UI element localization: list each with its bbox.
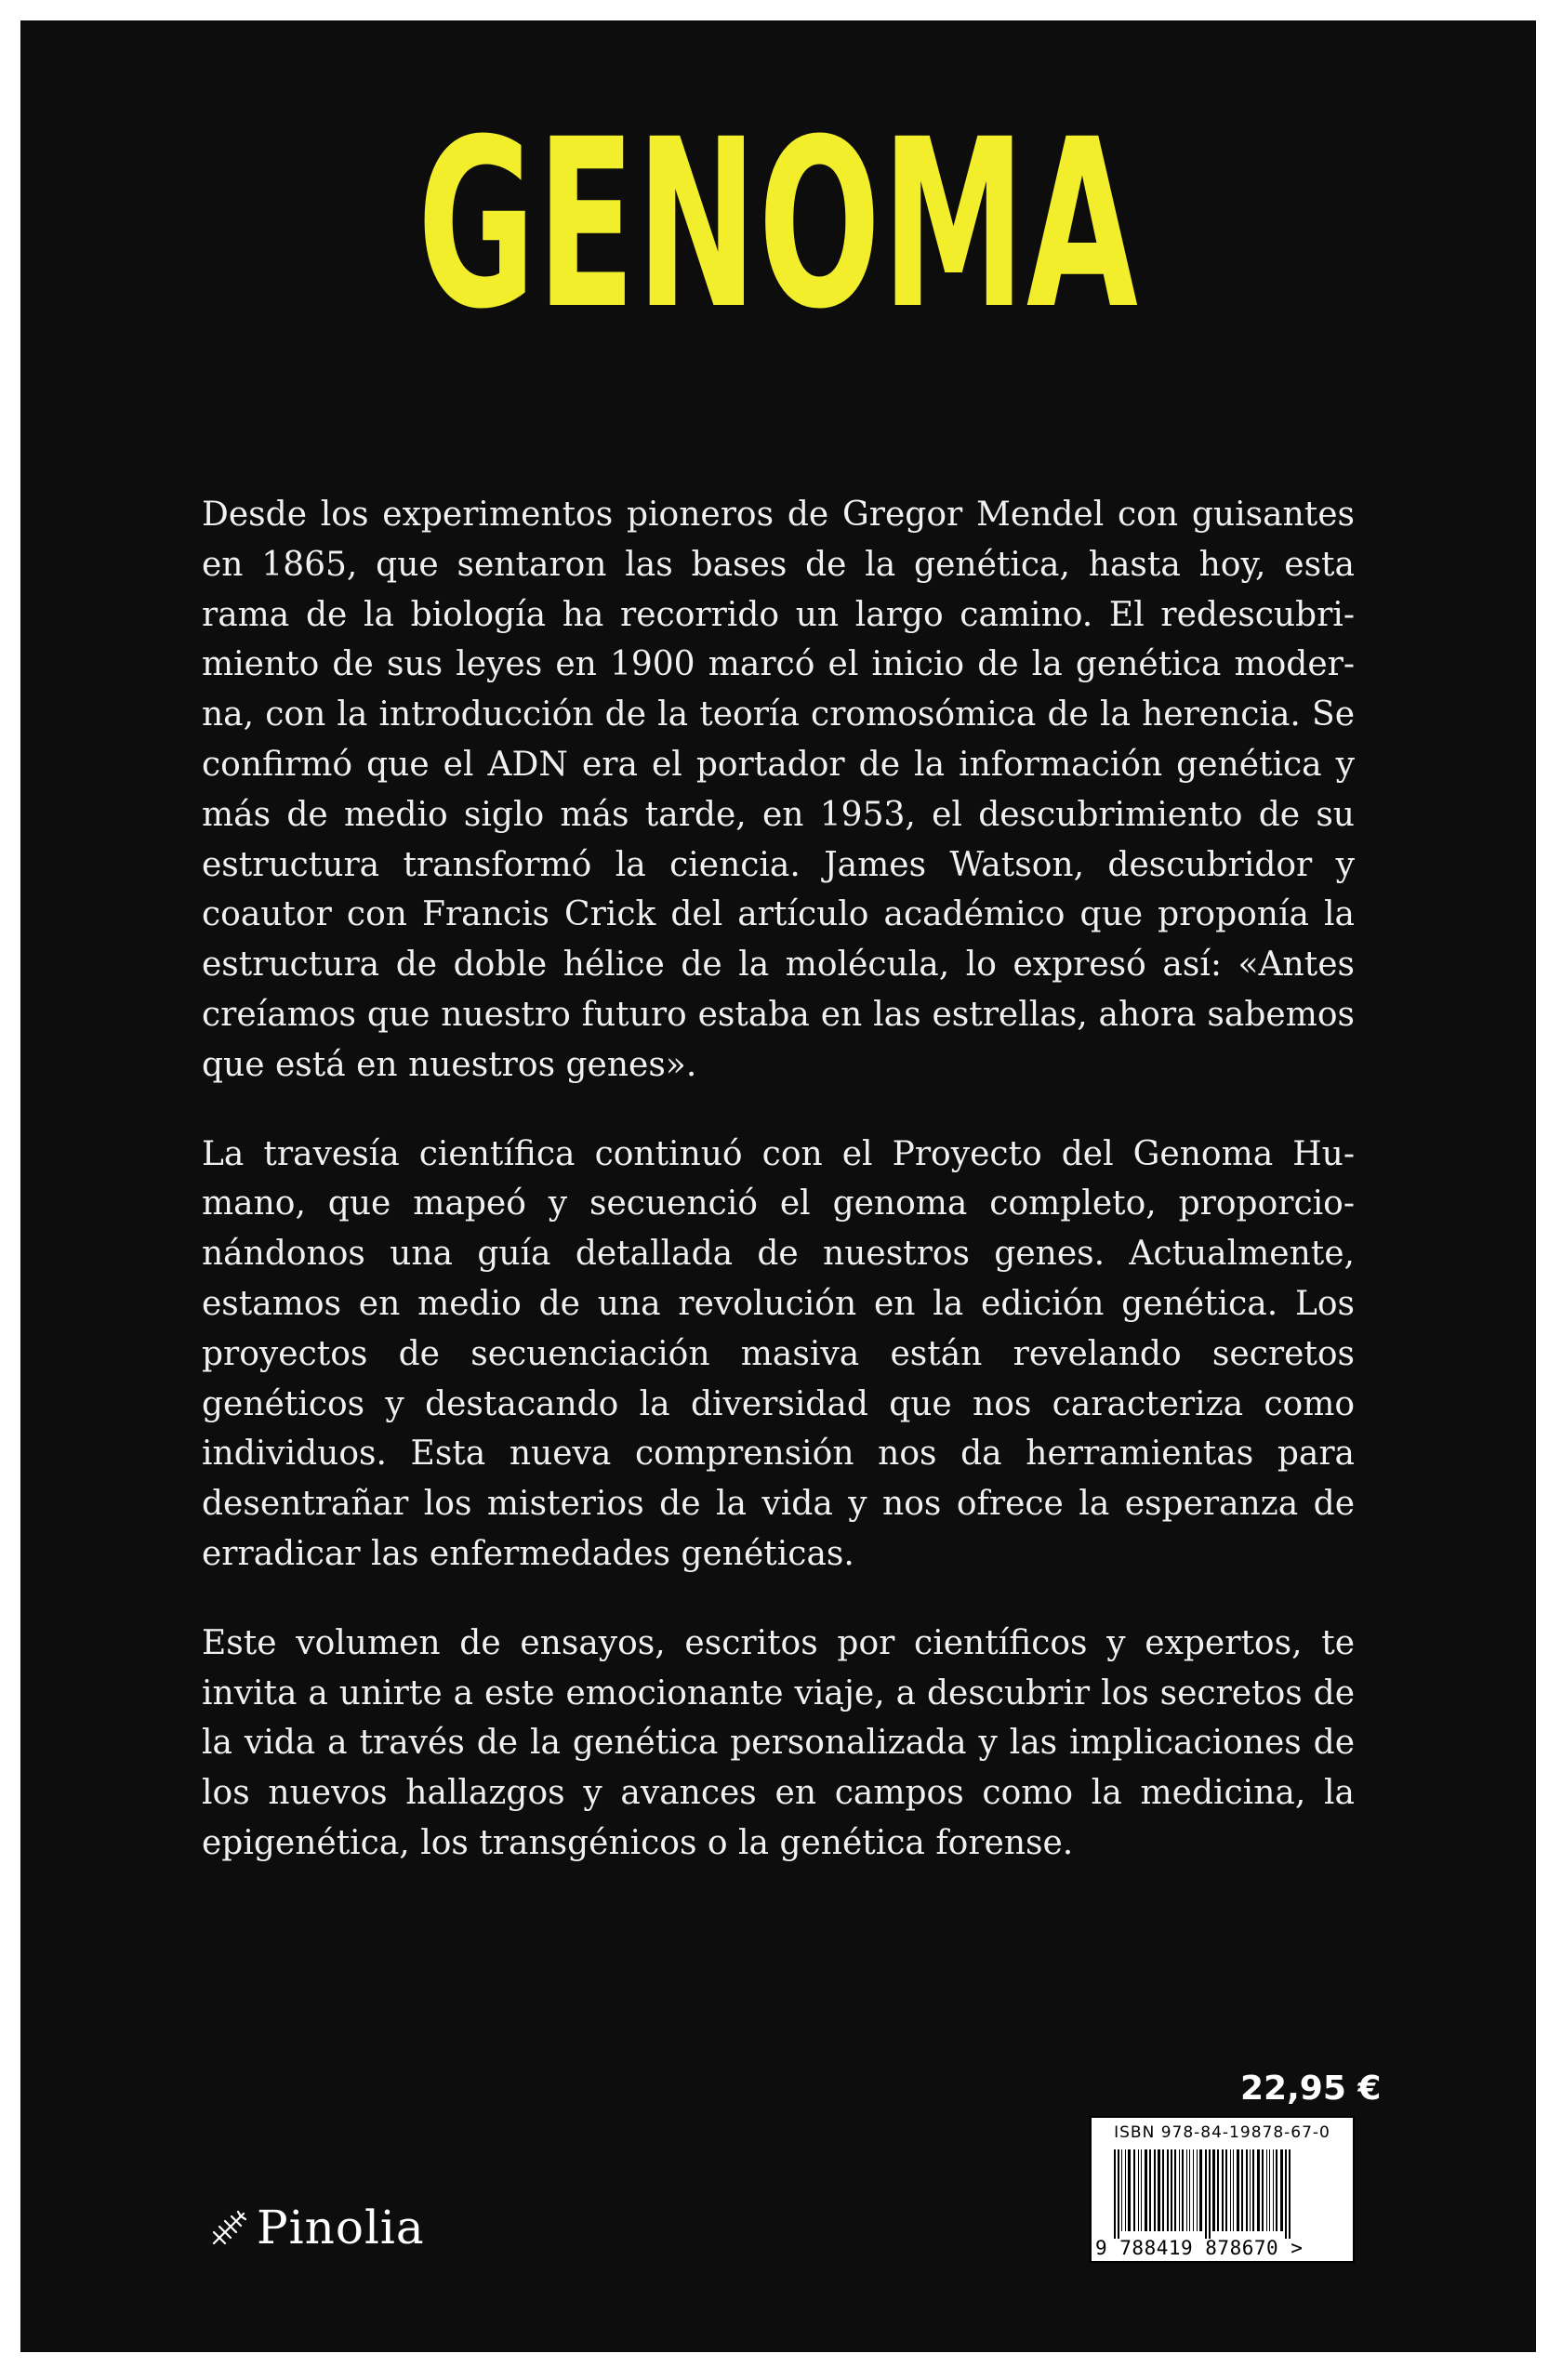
barcode-bar: [1182, 2149, 1184, 2231]
barcode-bar: [1217, 2149, 1219, 2231]
barcode-bar: [1118, 2149, 1119, 2239]
pine-branch-logo-icon: [206, 2204, 253, 2251]
barcode-bar: [1233, 2149, 1234, 2231]
price-label: 22,95 €: [1240, 2069, 1382, 2108]
barcode-bar: [1257, 2149, 1260, 2231]
barcode-bar: [1212, 2149, 1215, 2231]
blurb-paragraph-2: La travesía científica continuó con el Proyecto del Genoma Humano, que mapeó y secuenció el genoma completo, proporcionándonos una guía detallada de nuestros genes. Actualmente, estamos en medio de una revolución en la edición genética. Los proyectos de secuenciación masiva están revelando secretos genéticos y destacando la diversidad que nos caracteriza como individuos. Esta nueva comprensión nos da herramientas para desentrañar los misterios de la vida y nos ofrece la esperanza de erradicar las enfermedades genéticas.: [202, 1134, 1355, 1573]
barcode-bar: [1162, 2149, 1164, 2231]
barcode-bar: [1241, 2149, 1243, 2231]
barcode-bar: [1289, 2149, 1291, 2239]
barcode-bar: [1225, 2149, 1227, 2231]
book-back-cover: [20, 20, 1536, 2352]
book-title: GENOMA: [417, 89, 1140, 360]
barcode-bar: [1266, 2149, 1267, 2231]
barcode-bar: [1280, 2149, 1283, 2231]
isbn-number: ISBN 978-84-19878-67-0: [1114, 2123, 1330, 2142]
blurb-text: [202, 490, 1355, 1908]
barcode-bar: [1114, 2149, 1116, 2239]
barcode-bar: [1285, 2149, 1287, 2239]
barcode-digits: 9 788419 878670 >: [1095, 2237, 1304, 2259]
barcode-bar: [1174, 2149, 1176, 2231]
publisher-name: Pinolia: [257, 2201, 425, 2254]
barcode-bar: [1179, 2149, 1180, 2231]
barcode-bar: [1171, 2149, 1172, 2231]
barcode-bar: [1250, 2149, 1251, 2231]
barcode-bar: [1197, 2149, 1198, 2231]
barcode-bar: [1186, 2149, 1187, 2231]
isbn-barcode: [1090, 2116, 1355, 2263]
barcode-bar: [1205, 2149, 1207, 2239]
barcode-bar: [1246, 2149, 1248, 2231]
barcode-bar: [1222, 2149, 1224, 2231]
barcode-bar: [1121, 2149, 1122, 2231]
barcode-bar: [1193, 2149, 1194, 2231]
publisher-mark: [206, 2201, 425, 2254]
barcode-bar: [1167, 2149, 1169, 2231]
barcode-bar: [1125, 2149, 1126, 2231]
barcode-bar: [1230, 2149, 1231, 2231]
blurb-paragraph-1: Desde los experimentos pioneros de Gregor Mendel con guisantes en 1865, que sentaron las bases de la genética, hasta hoy, esta rama de la biología ha recorrido un largo camino. El redescubrimiento de sus leyes en 1900 marcó el inicio de la genética moderna, con la introducción de la teoría cromosómica de la herencia. Se confirmó que el ADN era el portador de la información genética y más de medio siglo más tarde, en 1953, el descubrimiento de su estructura transformó la ciencia. James Watson, descubridor y coautor con Francis Crick del artículo académico que proponía la estructura de doble hélice de la molécula, lo expresó así: «Antes creíamos que nuestro futuro estaba en las estrellas, ahora sabemos que está en nuestros genes».: [202, 496, 1355, 1084]
barcode-bar: [1189, 2149, 1190, 2231]
barcode-bar: [1237, 2149, 1239, 2231]
barcode-bars: [1112, 2149, 1335, 2239]
barcode-bar: [1252, 2149, 1254, 2231]
barcode-bar: [1145, 2149, 1147, 2231]
barcode-bar: [1141, 2149, 1142, 2231]
barcode-bar: [1276, 2149, 1277, 2231]
barcode-bar: [1209, 2149, 1211, 2239]
barcode-bar: [1199, 2149, 1202, 2231]
barcode-bar: [1128, 2149, 1131, 2231]
barcode-bar: [1262, 2149, 1264, 2231]
barcode-bar: [1133, 2149, 1135, 2231]
blurb-paragraph-3: Este volumen de ensayos, escritos por científicos y expertos, te invita a unirte a este emocionante viaje, a descubrir los secretos de la vida a través de la genética personalizada y las implicaciones de los nuevos hallazgos y avances en campos como la medicina, la epigenética, los transgénicos o la genética forense.: [202, 1623, 1355, 1862]
barcode-bar: [1273, 2149, 1274, 2231]
barcode-bar: [1154, 2149, 1156, 2231]
barcode-bar: [1269, 2149, 1270, 2231]
barcode-bar: [1158, 2149, 1160, 2231]
barcode-bar: [1149, 2149, 1151, 2231]
barcode-bar: [1138, 2149, 1139, 2231]
